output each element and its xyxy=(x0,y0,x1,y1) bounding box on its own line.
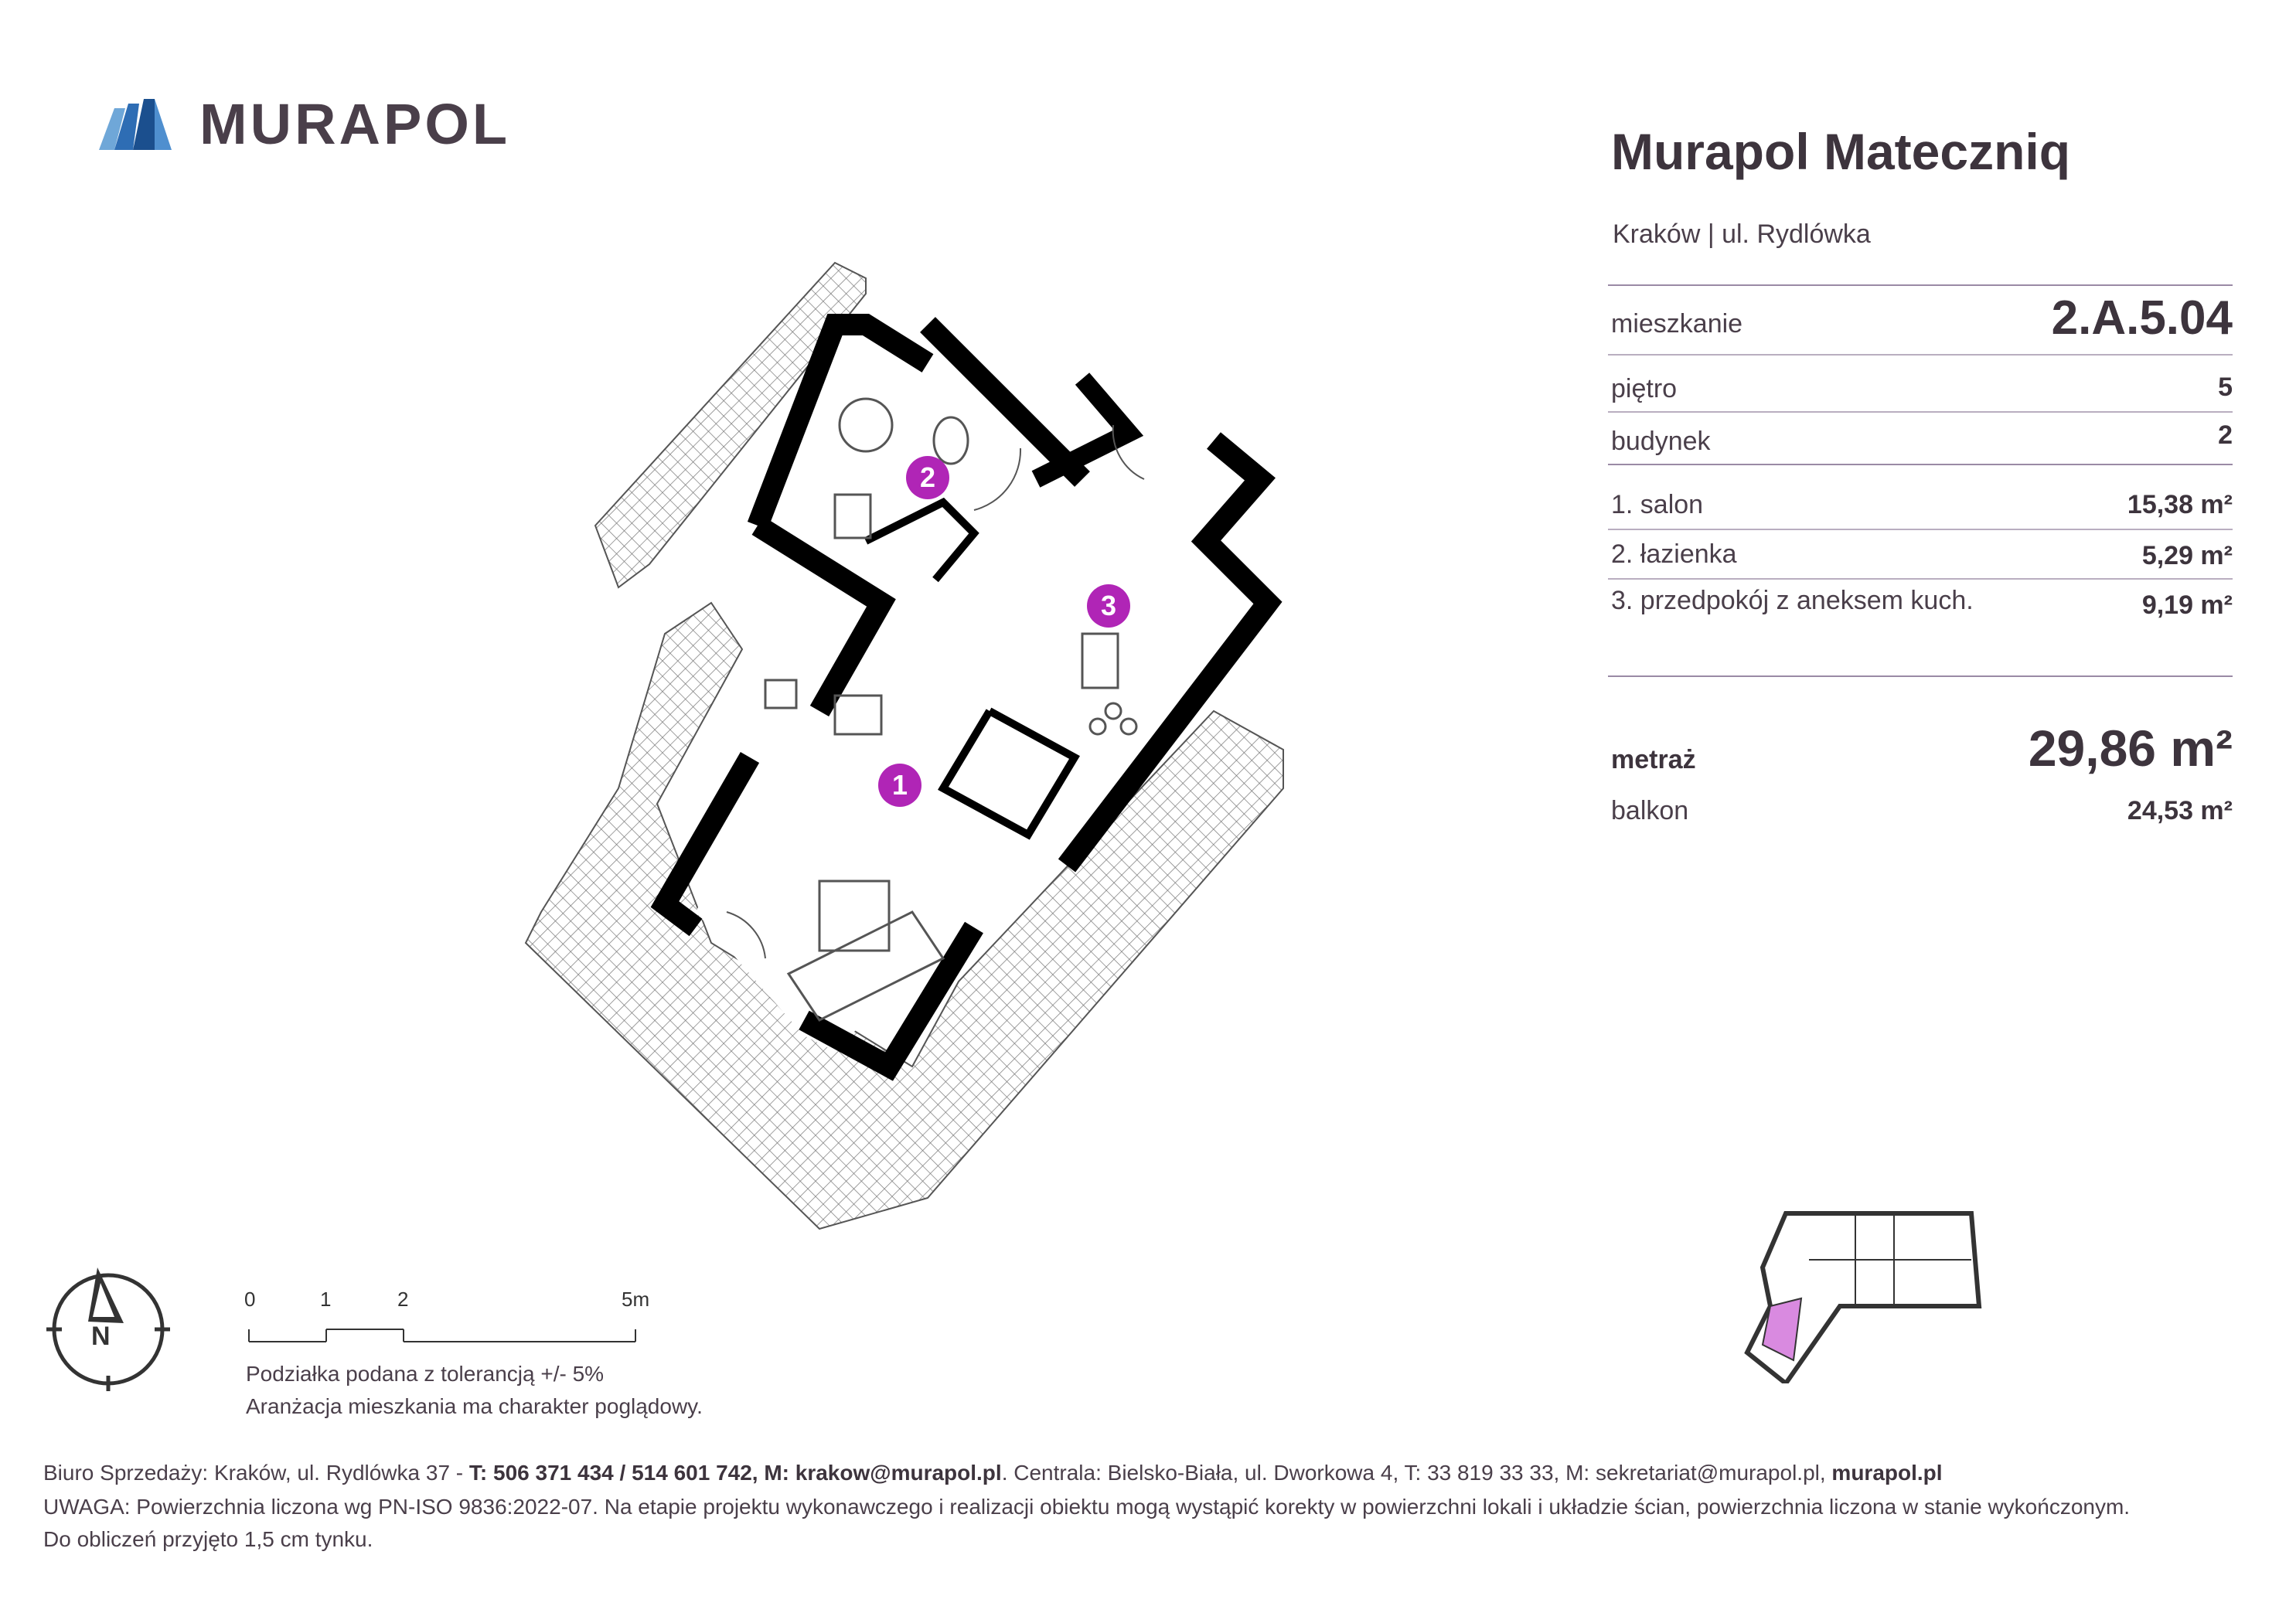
footer-sales-office: Biuro Sprzedaży: Kraków, ul. Rydlówka 37 - xyxy=(43,1461,469,1485)
divider xyxy=(1608,284,2233,286)
room-badge-salon: 1 xyxy=(878,764,921,807)
footer-headquarters: . Centrala: Bielsko-Biała, ul. Dworkowa 4, T: 33 819 33 33, M: sekretariat@murapol.pl, xyxy=(1001,1461,1832,1485)
footer-phones: T: 506 371 434 / 514 601 742, M: krakow@murapol.pl xyxy=(468,1461,1002,1485)
building-label: budynek xyxy=(1611,427,1711,456)
divider xyxy=(1608,529,2233,530)
balcony-area: 24,53 m² xyxy=(2127,796,2233,825)
scale-tolerance-note: Podziałka podana z tolerancją +/- 5% xyxy=(246,1362,605,1386)
footer-disclaimer: UWAGA: Powierzchnia liczona wg PN-ISO 9836:2022-07. Na etapie projektu wykonawczego i realizacji obiektu mogą wystąpić korekty w powierzchni lokali i układzie ścian, powierzchnia liczona w stanie wykończonym. xyxy=(43,1495,2131,1519)
total-area-label: metraż xyxy=(1611,745,1696,774)
brand-name: MURAPOL xyxy=(199,92,511,156)
room-area: 15,38 m² xyxy=(2127,490,2233,519)
scale-bar-drawing xyxy=(240,1283,673,1352)
floor-label: piętro xyxy=(1611,374,1678,403)
project-address: Kraków | ul. Rydlówka xyxy=(1613,219,1871,249)
scale-tick: 5m xyxy=(622,1288,650,1311)
divider xyxy=(1608,411,2233,413)
footer-contact-line xyxy=(43,1461,1943,1485)
room-area: 5,29 m² xyxy=(2141,541,2233,570)
room-name: 2. łazienka xyxy=(1611,539,1737,569)
scale-tick: 2 xyxy=(397,1288,409,1311)
compass-icon xyxy=(31,1252,186,1407)
unit-label: mieszkanie xyxy=(1611,309,1743,339)
unit-id: 2.A.5.04 xyxy=(2051,291,2233,345)
floor-plan xyxy=(433,247,1361,1275)
divider xyxy=(1608,578,2233,580)
building-key-plan xyxy=(1739,1198,2002,1383)
compass-letter: N xyxy=(91,1322,111,1351)
total-area-value: 29,86 m² xyxy=(2028,720,2233,777)
room-name: 3. przedpokój z aneksem kuch. xyxy=(1611,586,1974,615)
room-name: 1. salon xyxy=(1611,490,1704,519)
building-value: 2 xyxy=(2218,420,2233,450)
scale-tick: 0 xyxy=(244,1288,256,1311)
project-title: Murapol Mateczniq xyxy=(1611,123,2071,180)
floor-value: 5 xyxy=(2218,373,2233,402)
balcony-label: balkon xyxy=(1611,796,1689,825)
room-badge-przedpokoj: 3 xyxy=(1087,584,1130,628)
arrangement-note: Aranżacja mieszkania ma charakter poglądowy. xyxy=(246,1394,703,1418)
footer-website-link[interactable]: murapol.pl xyxy=(1831,1461,1943,1485)
scale-tick: 1 xyxy=(320,1288,332,1311)
scale-bar xyxy=(240,1283,673,1352)
room-badge-lazienka: 2 xyxy=(906,456,949,499)
room-area: 9,19 m² xyxy=(2141,590,2233,620)
divider xyxy=(1608,675,2233,677)
footer-plaster-note: Do obliczeń przyjęto 1,5 cm tynku. xyxy=(43,1527,373,1551)
divider xyxy=(1608,464,2233,465)
floor-plan-drawing xyxy=(433,247,1361,1275)
divider xyxy=(1608,354,2233,356)
